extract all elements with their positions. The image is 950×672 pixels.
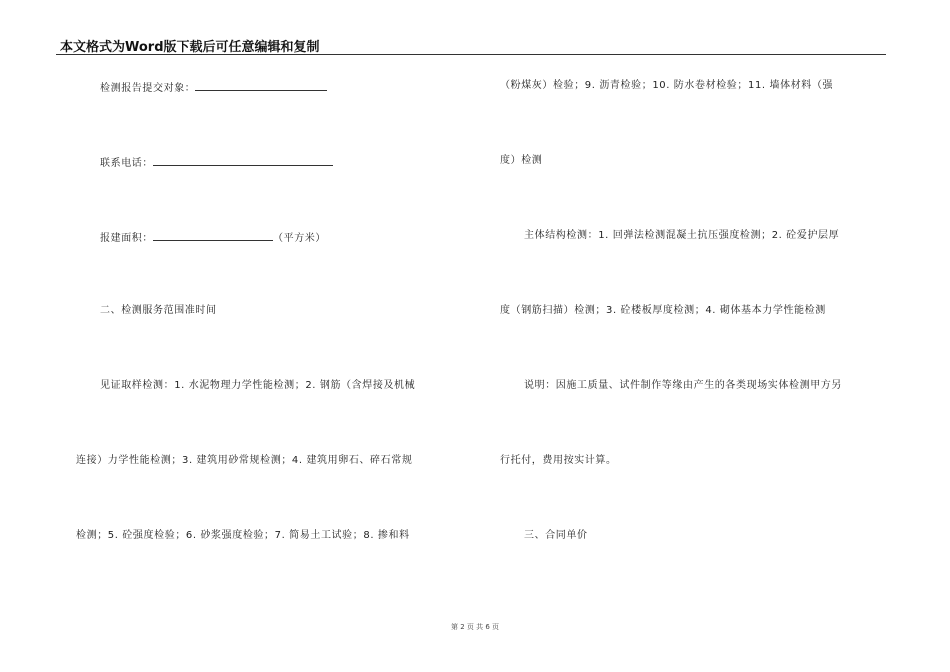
- section2-heading: 二、检测服务范围准时间: [100, 305, 217, 316]
- header-title: 本文格式为Word版下载后可任意编辑和复制: [60, 40, 320, 55]
- witness-text-line1: 见证取样检测：1. 水泥物理力学性能检测；2. 钢筋（含焊接及机械: [100, 380, 416, 391]
- area-label: 报建面积：: [100, 233, 153, 244]
- page-footer: 第 2 页 共 6 页: [450, 623, 500, 631]
- witness-text-line3: 检测；5. 砼强度检验；6. 砂浆强度检验；7. 简易土工试验；8. 掺和料: [76, 530, 410, 541]
- area-unit: （平方米）: [273, 233, 326, 244]
- phone-row: [100, 155, 333, 170]
- main-structure-line2: 度（钢筋扫描）检测；3. 砼楼板厚度检测；4. 砌体基本力学性能检测: [500, 305, 826, 316]
- page-header: [56, 36, 886, 55]
- main-structure-line1: 主体结构检测：1. 回弹法检测混凝土抗压强度检测；2. 砼爱护层厚: [524, 230, 840, 241]
- area-field[interactable]: [153, 230, 273, 241]
- area-row: [100, 230, 326, 245]
- continuation-line2: 度）检测: [500, 155, 543, 166]
- report-recipient-field[interactable]: [195, 80, 327, 91]
- section3-heading: 三、合同单价: [524, 530, 588, 541]
- report-recipient-row: [100, 80, 327, 95]
- note-line2: 行托付，费用按实计算。: [500, 455, 617, 466]
- witness-text-line2: 连接）力学性能检测；3. 建筑用砂常规检测；4. 建筑用卵石、碎石常规: [76, 455, 413, 466]
- report-recipient-label: 检测报告提交对象：: [100, 83, 196, 94]
- phone-label: 联系电话：: [100, 158, 153, 169]
- phone-field[interactable]: [153, 155, 333, 166]
- note-line1: 说明：因施工质量、试件制作等缘由产生的各类现场实体检测甲方另: [524, 380, 842, 391]
- continuation-line1: （粉煤灰）检验；9. 沥青检验；10. 防水卷材检验；11. 墙体材料（强: [500, 80, 834, 91]
